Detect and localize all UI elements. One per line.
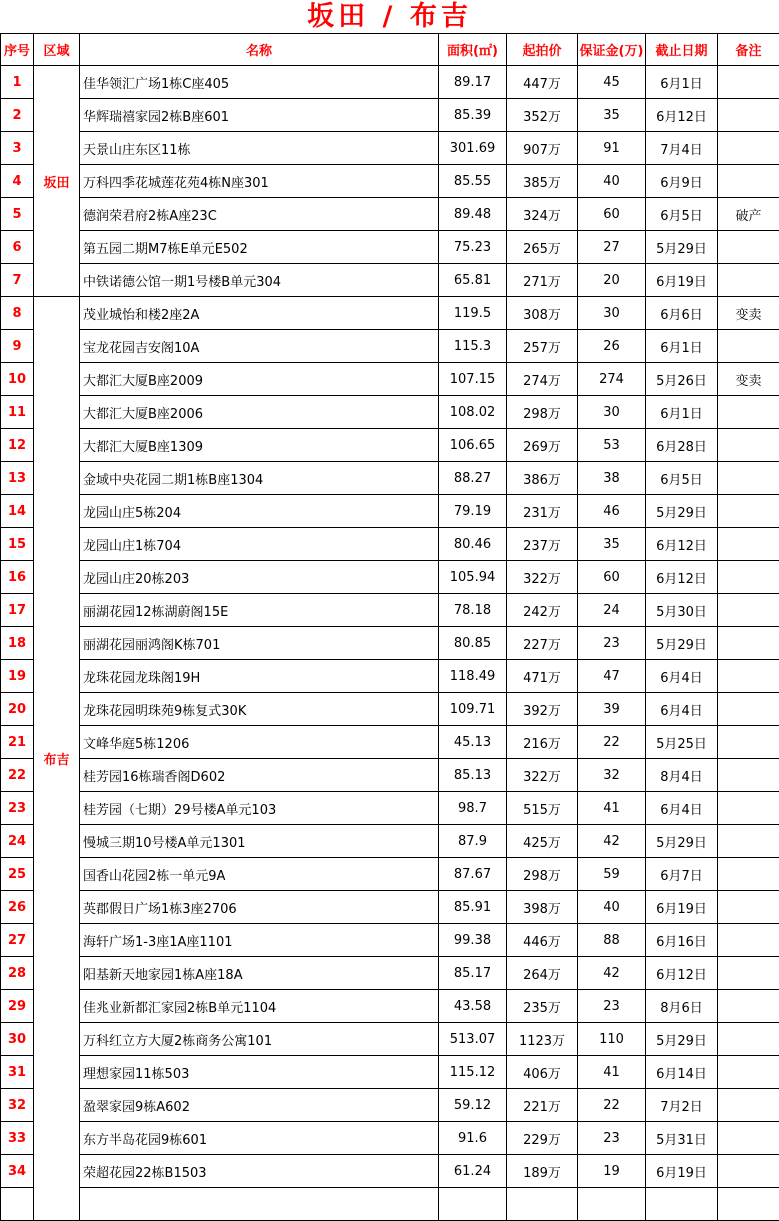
starting-price: 322万 <box>507 561 578 594</box>
deposit-value: 23 <box>578 990 646 1023</box>
area-value: 119.5 <box>439 297 507 330</box>
property-name: 佳兆业新都汇家园2栋B单元1104 <box>80 990 439 1023</box>
property-name: 丽湖花园12栋湖蔚阁15E <box>80 594 439 627</box>
deposit-value: 23 <box>578 627 646 660</box>
deadline-date: 6月14日 <box>646 1056 718 1089</box>
property-name: 理想家园11栋503 <box>80 1056 439 1089</box>
deposit-value: 19 <box>578 1155 646 1188</box>
starting-price: 398万 <box>507 891 578 924</box>
deposit-value: 59 <box>578 858 646 891</box>
deposit-value: 26 <box>578 330 646 363</box>
starting-price: 221万 <box>507 1089 578 1122</box>
note-value: 破产 <box>718 198 779 231</box>
deposit-value: 32 <box>578 759 646 792</box>
property-name: 万科四季花城莲花苑4栋N座301 <box>80 165 439 198</box>
property-name: 宝龙花园吉安阁10A <box>80 330 439 363</box>
deadline-date: 8月4日 <box>646 759 718 792</box>
deadline-date: 6月12日 <box>646 528 718 561</box>
deadline-date: 6月5日 <box>646 198 718 231</box>
deadline-date: 6月12日 <box>646 561 718 594</box>
header-deadline: 截止日期 <box>646 34 718 66</box>
deposit-value: 20 <box>578 264 646 297</box>
deposit-value: 41 <box>578 1056 646 1089</box>
header-deposit: 保证金(万) <box>578 34 646 66</box>
starting-price: 265万 <box>507 231 578 264</box>
area-value: 85.91 <box>439 891 507 924</box>
header-region: 区域 <box>34 34 80 66</box>
row-number: 4 <box>1 165 34 198</box>
property-name: 盈翠家园9栋A602 <box>80 1089 439 1122</box>
starting-price: 216万 <box>507 726 578 759</box>
deadline-date: 6月19日 <box>646 891 718 924</box>
starting-price: 324万 <box>507 198 578 231</box>
note-value <box>718 627 779 660</box>
area-value: 115.12 <box>439 1056 507 1089</box>
deposit-value: 30 <box>578 297 646 330</box>
starting-price: 515万 <box>507 792 578 825</box>
property-name: 天景山庄东区11栋 <box>80 132 439 165</box>
property-name: 桂芳园16栋瑞香阁D602 <box>80 759 439 792</box>
note-value <box>718 693 779 726</box>
area-value: 80.85 <box>439 627 507 660</box>
deposit-value <box>578 1188 646 1221</box>
note-value <box>718 1056 779 1089</box>
area-value: 106.65 <box>439 429 507 462</box>
deposit-value: 41 <box>578 792 646 825</box>
header-note: 备注 <box>718 34 779 66</box>
deposit-value: 35 <box>578 99 646 132</box>
note-value <box>718 792 779 825</box>
starting-price: 322万 <box>507 759 578 792</box>
property-name: 龙园山庄20栋203 <box>80 561 439 594</box>
deposit-value: 38 <box>578 462 646 495</box>
table-row <box>1 1122 779 1155</box>
table-row <box>1 99 779 132</box>
note-value <box>718 99 779 132</box>
table-row <box>1 1188 779 1221</box>
deadline-date: 5月26日 <box>646 363 718 396</box>
deposit-value: 45 <box>578 66 646 99</box>
note-value <box>718 1188 779 1221</box>
deposit-value: 30 <box>578 396 646 429</box>
row-number: 11 <box>1 396 34 429</box>
deadline-date: 6月4日 <box>646 693 718 726</box>
starting-price: 308万 <box>507 297 578 330</box>
note-value <box>718 165 779 198</box>
deadline-date: 6月4日 <box>646 660 718 693</box>
note-value <box>718 924 779 957</box>
deadline-date: 7月4日 <box>646 132 718 165</box>
row-number: 17 <box>1 594 34 627</box>
area-value: 75.23 <box>439 231 507 264</box>
row-number: 23 <box>1 792 34 825</box>
deadline-date: 6月7日 <box>646 858 718 891</box>
deposit-value: 47 <box>578 660 646 693</box>
row-number: 8 <box>1 297 34 330</box>
starting-price: 907万 <box>507 132 578 165</box>
table-row <box>1 561 779 594</box>
property-name: 阳基新天地家园1栋A座18A <box>80 957 439 990</box>
table-row <box>1 825 779 858</box>
property-name: 荣超花园22栋B1503 <box>80 1155 439 1188</box>
table-row <box>1 528 779 561</box>
table-row <box>1 594 779 627</box>
area-value: 513.07 <box>439 1023 507 1056</box>
deposit-value: 42 <box>578 825 646 858</box>
starting-price: 257万 <box>507 330 578 363</box>
starting-price: 235万 <box>507 990 578 1023</box>
deposit-value: 22 <box>578 726 646 759</box>
note-value <box>718 561 779 594</box>
deadline-date: 6月12日 <box>646 99 718 132</box>
property-name: 丽湖花园丽鸿阁K栋701 <box>80 627 439 660</box>
table-row <box>1 66 779 99</box>
table-row <box>1 957 779 990</box>
area-value: 88.27 <box>439 462 507 495</box>
deadline-date: 6月1日 <box>646 330 718 363</box>
note-value <box>718 594 779 627</box>
table-row <box>1 429 779 462</box>
starting-price <box>507 1188 578 1221</box>
table-row <box>1 363 779 396</box>
area-value: 108.02 <box>439 396 507 429</box>
area-value: 98.7 <box>439 792 507 825</box>
note-value <box>718 660 779 693</box>
property-name: 龙珠花园明珠苑9栋复式30K <box>80 693 439 726</box>
deadline-date: 5月29日 <box>646 1023 718 1056</box>
starting-price: 298万 <box>507 396 578 429</box>
note-value <box>718 858 779 891</box>
property-name: 海轩广场1-3座1A座1101 <box>80 924 439 957</box>
starting-price: 425万 <box>507 825 578 858</box>
starting-price: 385万 <box>507 165 578 198</box>
starting-price: 269万 <box>507 429 578 462</box>
deadline-date: 6月1日 <box>646 396 718 429</box>
area-value: 61.24 <box>439 1155 507 1188</box>
note-value <box>718 990 779 1023</box>
property-name: 第五园二期M7栋E单元E502 <box>80 231 439 264</box>
deposit-value: 40 <box>578 891 646 924</box>
starting-price: 1123万 <box>507 1023 578 1056</box>
note-value <box>718 132 779 165</box>
row-number: 2 <box>1 99 34 132</box>
area-value: 85.17 <box>439 957 507 990</box>
note-value <box>718 396 779 429</box>
starting-price: 352万 <box>507 99 578 132</box>
row-number: 3 <box>1 132 34 165</box>
table-row <box>1 264 779 297</box>
row-number: 33 <box>1 1122 34 1155</box>
property-name: 大都汇大厦B座2009 <box>80 363 439 396</box>
row-number: 24 <box>1 825 34 858</box>
table-row <box>1 1056 779 1089</box>
note-value <box>718 495 779 528</box>
row-number: 16 <box>1 561 34 594</box>
row-number: 5 <box>1 198 34 231</box>
row-number: 20 <box>1 693 34 726</box>
deadline-date: 6月1日 <box>646 66 718 99</box>
deposit-value: 274 <box>578 363 646 396</box>
deadline-date: 6月19日 <box>646 1155 718 1188</box>
starting-price: 447万 <box>507 66 578 99</box>
area-value: 85.13 <box>439 759 507 792</box>
table-row <box>1 660 779 693</box>
deposit-value: 24 <box>578 594 646 627</box>
property-name: 茂业城怡和楼2座2A <box>80 297 439 330</box>
property-name: 东方半岛花园9栋601 <box>80 1122 439 1155</box>
area-value: 99.38 <box>439 924 507 957</box>
area-value: 87.67 <box>439 858 507 891</box>
deposit-value: 40 <box>578 165 646 198</box>
starting-price: 237万 <box>507 528 578 561</box>
deposit-value: 22 <box>578 1089 646 1122</box>
note-value <box>718 429 779 462</box>
area-value: 89.17 <box>439 66 507 99</box>
row-number: 31 <box>1 1056 34 1089</box>
property-name <box>80 1188 439 1221</box>
header-area: 面积(㎡) <box>439 34 507 66</box>
row-number: 1 <box>1 66 34 99</box>
area-value: 115.3 <box>439 330 507 363</box>
property-name: 大都汇大厦B座2006 <box>80 396 439 429</box>
header-price: 起拍价 <box>507 34 578 66</box>
deposit-value: 46 <box>578 495 646 528</box>
note-value <box>718 1155 779 1188</box>
header-row <box>1 34 779 66</box>
deposit-value: 23 <box>578 1122 646 1155</box>
row-number: 27 <box>1 924 34 957</box>
area-value: 85.39 <box>439 99 507 132</box>
property-name: 中铁诺德公馆一期1号楼B单元304 <box>80 264 439 297</box>
header-no: 序号 <box>1 34 34 66</box>
deadline-date <box>646 1188 718 1221</box>
deadline-date: 5月25日 <box>646 726 718 759</box>
table-row <box>1 924 779 957</box>
starting-price: 406万 <box>507 1056 578 1089</box>
table-row <box>1 297 779 330</box>
region-cell: 坂田 <box>34 66 80 297</box>
starting-price: 446万 <box>507 924 578 957</box>
property-name: 德润荣君府2栋A座23C <box>80 198 439 231</box>
deposit-value: 88 <box>578 924 646 957</box>
deposit-value: 27 <box>578 231 646 264</box>
deadline-date: 6月4日 <box>646 792 718 825</box>
table-row <box>1 792 779 825</box>
row-number: 22 <box>1 759 34 792</box>
table-row <box>1 1089 779 1122</box>
table-row <box>1 462 779 495</box>
note-value <box>718 1122 779 1155</box>
note-value <box>718 759 779 792</box>
region-cell: 布吉 <box>34 297 80 1221</box>
deadline-date: 6月28日 <box>646 429 718 462</box>
starting-price: 471万 <box>507 660 578 693</box>
note-value <box>718 1023 779 1056</box>
starting-price: 189万 <box>507 1155 578 1188</box>
header-name: 名称 <box>80 34 439 66</box>
deadline-date: 5月29日 <box>646 495 718 528</box>
area-value: 78.18 <box>439 594 507 627</box>
table-row <box>1 1023 779 1056</box>
note-value <box>718 1089 779 1122</box>
deadline-date: 6月19日 <box>646 264 718 297</box>
table-row <box>1 990 779 1023</box>
note-value <box>718 264 779 297</box>
row-number: 12 <box>1 429 34 462</box>
starting-price: 392万 <box>507 693 578 726</box>
property-name: 龙珠花园龙珠阁19H <box>80 660 439 693</box>
area-value: 107.15 <box>439 363 507 396</box>
property-name: 国香山花园2栋一单元9A <box>80 858 439 891</box>
area-value: 79.19 <box>439 495 507 528</box>
property-name: 桂芳园（七期）29号楼A单元103 <box>80 792 439 825</box>
area-value: 45.13 <box>439 726 507 759</box>
area-value: 43.58 <box>439 990 507 1023</box>
row-number: 19 <box>1 660 34 693</box>
area-value: 118.49 <box>439 660 507 693</box>
area-value: 65.81 <box>439 264 507 297</box>
row-number: 30 <box>1 1023 34 1056</box>
deadline-date: 6月6日 <box>646 297 718 330</box>
area-value <box>439 1188 507 1221</box>
property-name: 英郡假日广场1栋3座2706 <box>80 891 439 924</box>
deadline-date: 7月2日 <box>646 1089 718 1122</box>
note-value: 变卖 <box>718 297 779 330</box>
row-number: 21 <box>1 726 34 759</box>
deadline-date: 6月9日 <box>646 165 718 198</box>
deposit-value: 60 <box>578 198 646 231</box>
table-body <box>1 66 779 1221</box>
property-name: 文峰华庭5栋1206 <box>80 726 439 759</box>
table-row <box>1 693 779 726</box>
deposit-value: 42 <box>578 957 646 990</box>
table-row <box>1 726 779 759</box>
table-row <box>1 231 779 264</box>
table-row <box>1 858 779 891</box>
row-number <box>1 1188 34 1221</box>
deadline-date: 6月5日 <box>646 462 718 495</box>
deadline-date: 5月31日 <box>646 1122 718 1155</box>
area-value: 85.55 <box>439 165 507 198</box>
starting-price: 231万 <box>507 495 578 528</box>
deposit-value: 60 <box>578 561 646 594</box>
deposit-value: 110 <box>578 1023 646 1056</box>
table-row <box>1 1155 779 1188</box>
note-value <box>718 825 779 858</box>
area-value: 87.9 <box>439 825 507 858</box>
note-value <box>718 66 779 99</box>
row-number: 26 <box>1 891 34 924</box>
note-value <box>718 231 779 264</box>
starting-price: 242万 <box>507 594 578 627</box>
table-row <box>1 627 779 660</box>
property-name: 龙园山庄1栋704 <box>80 528 439 561</box>
deadline-date: 5月29日 <box>646 627 718 660</box>
starting-price: 227万 <box>507 627 578 660</box>
area-value: 301.69 <box>439 132 507 165</box>
table-row <box>1 132 779 165</box>
note-value <box>718 957 779 990</box>
row-number: 25 <box>1 858 34 891</box>
row-number: 34 <box>1 1155 34 1188</box>
row-number: 10 <box>1 363 34 396</box>
starting-price: 264万 <box>507 957 578 990</box>
deadline-date: 5月29日 <box>646 825 718 858</box>
property-name: 金域中央花园二期1栋B座1304 <box>80 462 439 495</box>
row-number: 14 <box>1 495 34 528</box>
note-value <box>718 330 779 363</box>
deposit-value: 39 <box>578 693 646 726</box>
property-name: 佳华领汇广场1栋C座405 <box>80 66 439 99</box>
property-name: 龙园山庄5栋204 <box>80 495 439 528</box>
table-row <box>1 330 779 363</box>
starting-price: 271万 <box>507 264 578 297</box>
table-row <box>1 198 779 231</box>
row-number: 32 <box>1 1089 34 1122</box>
property-name: 慢城三期10号楼A单元1301 <box>80 825 439 858</box>
row-number: 28 <box>1 957 34 990</box>
row-number: 9 <box>1 330 34 363</box>
property-name: 大都汇大厦B座1309 <box>80 429 439 462</box>
row-number: 18 <box>1 627 34 660</box>
auction-table <box>0 33 779 1221</box>
table-row <box>1 495 779 528</box>
deadline-date: 6月12日 <box>646 957 718 990</box>
deadline-date: 6月16日 <box>646 924 718 957</box>
deposit-value: 53 <box>578 429 646 462</box>
starting-price: 274万 <box>507 363 578 396</box>
area-value: 89.48 <box>439 198 507 231</box>
deadline-date: 5月29日 <box>646 231 718 264</box>
row-number: 29 <box>1 990 34 1023</box>
row-number: 7 <box>1 264 34 297</box>
area-value: 59.12 <box>439 1089 507 1122</box>
table-row <box>1 165 779 198</box>
note-value <box>718 891 779 924</box>
area-value: 105.94 <box>439 561 507 594</box>
area-value: 109.71 <box>439 693 507 726</box>
table-row <box>1 759 779 792</box>
note-value <box>718 528 779 561</box>
deadline-date: 5月30日 <box>646 594 718 627</box>
table-row <box>1 396 779 429</box>
row-number: 15 <box>1 528 34 561</box>
deposit-value: 91 <box>578 132 646 165</box>
note-value <box>718 462 779 495</box>
page-title: 坂田 / 布吉 <box>0 0 779 33</box>
area-value: 80.46 <box>439 528 507 561</box>
note-value: 变卖 <box>718 363 779 396</box>
deposit-value: 35 <box>578 528 646 561</box>
starting-price: 386万 <box>507 462 578 495</box>
starting-price: 229万 <box>507 1122 578 1155</box>
starting-price: 298万 <box>507 858 578 891</box>
note-value <box>718 726 779 759</box>
table-row <box>1 891 779 924</box>
area-value: 91.6 <box>439 1122 507 1155</box>
row-number: 6 <box>1 231 34 264</box>
row-number: 13 <box>1 462 34 495</box>
deadline-date: 8月6日 <box>646 990 718 1023</box>
property-name: 华辉瑞禧家园2栋B座601 <box>80 99 439 132</box>
property-name: 万科红立方大厦2栋商务公寓101 <box>80 1023 439 1056</box>
